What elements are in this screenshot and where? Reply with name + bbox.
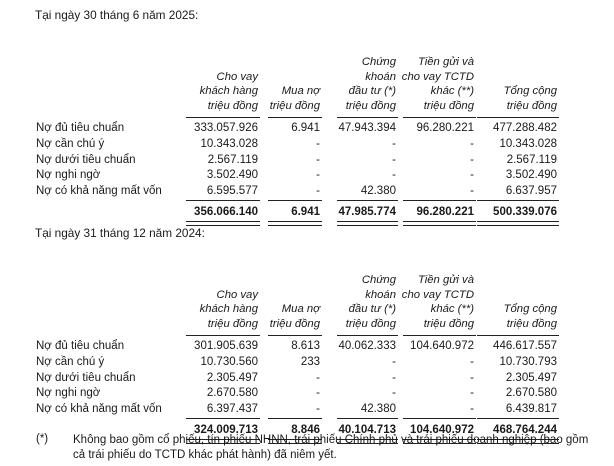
table-cell: 301.905.639 — [194, 340, 258, 352]
column-header-line: Tiền gửi và — [417, 56, 474, 68]
footnote-mark: (*) — [36, 433, 49, 445]
total-cell: 47.985.774 — [338, 206, 396, 219]
column-header-underline — [477, 335, 559, 336]
table-cell: 3.502.490 — [206, 169, 258, 182]
table-cell: 10.730.560 — [200, 355, 258, 368]
table-cell: 446.617.557 — [493, 340, 557, 352]
row-label: Nợ dưới tiêu chuẩn — [36, 153, 136, 166]
table-cell: - — [392, 387, 396, 400]
table-cell: - — [470, 403, 474, 416]
table-cell: - — [316, 371, 320, 384]
column-header-line: Mua nợ — [281, 303, 320, 315]
column-header-line: triệu đồng — [506, 99, 557, 112]
table-cell: - — [470, 137, 474, 150]
table-cell: 2.670.580 — [206, 387, 258, 400]
total-separator — [403, 418, 476, 419]
table-cell: 10.730.793 — [499, 355, 557, 368]
total-double-underline — [337, 221, 398, 226]
row-label: Nợ cần chú ý — [36, 355, 105, 368]
table-cell: 42.380 — [360, 185, 396, 198]
column-header-underline — [403, 335, 476, 336]
table-cell: 8.613 — [291, 340, 320, 352]
row-label: Nợ đủ tiêu chuẩn — [36, 122, 125, 134]
table-cell: 104.640.972 — [410, 340, 474, 352]
total-cell: 8.846 — [291, 424, 320, 437]
column-header-line: Chứng — [361, 56, 396, 68]
column-header-line: triệu đồng — [423, 99, 474, 112]
column-header-underline — [337, 335, 398, 336]
table-cell: - — [392, 355, 396, 368]
total-cell: 40.104.713 — [338, 424, 396, 437]
column-header-line: khoán — [365, 288, 396, 301]
table-cell: 3.502.490 — [505, 169, 557, 182]
total-double-underline — [477, 221, 559, 226]
total-cell: 6.941 — [291, 206, 320, 219]
total-separator — [186, 418, 260, 419]
column-header-line: Tổng cộng — [503, 85, 557, 97]
row-label: Nợ đủ tiêu chuẩn — [36, 340, 125, 352]
table-cell: 2.305.497 — [206, 371, 258, 384]
column-header-line: khác (**) — [430, 85, 474, 97]
total-cell: 96.280.221 — [416, 206, 474, 219]
column-header-underline — [268, 335, 322, 336]
column-header-line: triệu đồng — [269, 317, 320, 330]
column-header-underline — [268, 117, 322, 118]
column-header-line: Mua nợ — [281, 85, 320, 97]
total-double-underline — [268, 221, 322, 226]
total-double-underline — [403, 221, 476, 226]
table-cell: - — [316, 169, 320, 182]
column-header-underline — [477, 117, 559, 118]
column-header-line: Chứng — [361, 274, 396, 286]
table-cell: - — [470, 185, 474, 198]
column-header-line: Cho vay — [216, 70, 258, 83]
table-cell: 477.288.482 — [493, 122, 557, 134]
column-header-line: triệu đồng — [207, 317, 258, 330]
table-cell: 233 — [300, 355, 320, 368]
column-header-line: khách hàng — [199, 303, 258, 315]
table-cell: 2.567.119 — [506, 153, 557, 166]
column-header-line: triệu đồng — [207, 99, 258, 112]
column-header-underline — [186, 335, 260, 336]
total-cell: 356.066.140 — [194, 206, 258, 219]
row-label: Nợ có khả năng mất vốn — [36, 185, 162, 198]
column-header-line: Tiền gửi và — [417, 274, 474, 286]
total-cell: 500.339.076 — [493, 206, 557, 219]
column-header-line: Cho vay — [216, 288, 258, 301]
column-header-line: khách hàng — [199, 85, 258, 97]
table-cell: - — [316, 387, 320, 400]
table-cell: - — [316, 403, 320, 416]
section-period-title: Tại ngày 31 tháng 12 năm 2024: — [35, 226, 205, 240]
table-cell: 6.397.437 — [206, 403, 258, 416]
column-header-line: khác (**) — [430, 303, 474, 315]
row-label: Nợ có khả năng mất vốn — [36, 403, 162, 416]
column-header-underline — [186, 117, 260, 118]
table-cell: 2.305.497 — [505, 371, 557, 384]
table-cell: 96.280.221 — [416, 122, 474, 134]
table-cell: - — [316, 137, 320, 150]
table-cell: 6.637.957 — [505, 185, 557, 198]
table-cell: 6.941 — [291, 122, 320, 134]
table-cell: 42.380 — [360, 403, 396, 416]
column-header-line: đầu tư (*) — [348, 303, 396, 315]
column-header-line: cho vay TCTD — [401, 288, 474, 301]
table-cell: 6.595.577 — [206, 185, 258, 198]
table-cell: - — [392, 371, 396, 384]
column-header-line: triệu đồng — [423, 317, 474, 330]
table-cell: - — [316, 153, 320, 166]
table-cell: 40.062.333 — [338, 340, 396, 352]
total-separator — [477, 200, 559, 201]
column-header-underline — [403, 117, 476, 118]
row-label: Nợ nghi ngờ — [36, 387, 101, 400]
column-header-line: khoán — [365, 70, 396, 83]
total-separator — [477, 418, 559, 419]
table-cell: - — [470, 169, 474, 182]
table-cell: - — [470, 355, 474, 368]
total-separator — [186, 200, 260, 201]
table-cell: - — [316, 185, 320, 198]
column-header-line: Tổng cộng — [503, 303, 557, 315]
total-separator — [403, 200, 476, 201]
total-cell: 324.009.713 — [194, 424, 258, 437]
table-cell: 6.439.817 — [505, 403, 557, 416]
column-header-line: đầu tư (*) — [348, 85, 396, 97]
total-cell: 468.764.244 — [493, 424, 557, 437]
row-label: Nợ cần chú ý — [36, 137, 105, 150]
total-separator — [337, 200, 398, 201]
footnote-text: Không bao gồm cổ phiếu, tín phiếu NHNN, trái phiếu Chính phủ và trái phiếu doanh nghiệp (bao gồm cả trái phiếu do TCTD khác phát hành) đã niêm yết. — [73, 434, 589, 461]
total-separator — [337, 418, 398, 419]
table-cell: 10.343.028 — [200, 137, 258, 150]
table-cell: 47.943.394 — [338, 122, 396, 134]
column-header-line: triệu đồng — [506, 317, 557, 330]
table-cell: 2.670.580 — [505, 387, 557, 400]
table-cell: 2.567.119 — [207, 153, 258, 166]
table-cell: - — [470, 387, 474, 400]
table-cell: 10.343.028 — [499, 137, 557, 150]
column-header-line: triệu đồng — [345, 317, 396, 330]
total-cell: 104.640.972 — [410, 424, 474, 437]
section-period-title: Tại ngày 30 tháng 6 năm 2025: — [35, 8, 199, 22]
table-cell: - — [392, 153, 396, 166]
row-label: Nợ dưới tiêu chuẩn — [36, 371, 136, 384]
row-label: Nợ nghi ngờ — [36, 169, 101, 182]
column-header-line: triệu đồng — [269, 99, 320, 112]
column-header-line: cho vay TCTD — [401, 70, 474, 83]
total-separator — [268, 200, 322, 201]
column-header-underline — [337, 117, 398, 118]
table-cell: - — [470, 153, 474, 166]
total-separator — [268, 418, 322, 419]
column-header-line: triệu đồng — [345, 99, 396, 112]
table-cell: - — [470, 371, 474, 384]
table-cell: - — [392, 169, 396, 182]
table-cell: 333.057.926 — [194, 122, 258, 134]
table-cell: - — [392, 137, 396, 150]
